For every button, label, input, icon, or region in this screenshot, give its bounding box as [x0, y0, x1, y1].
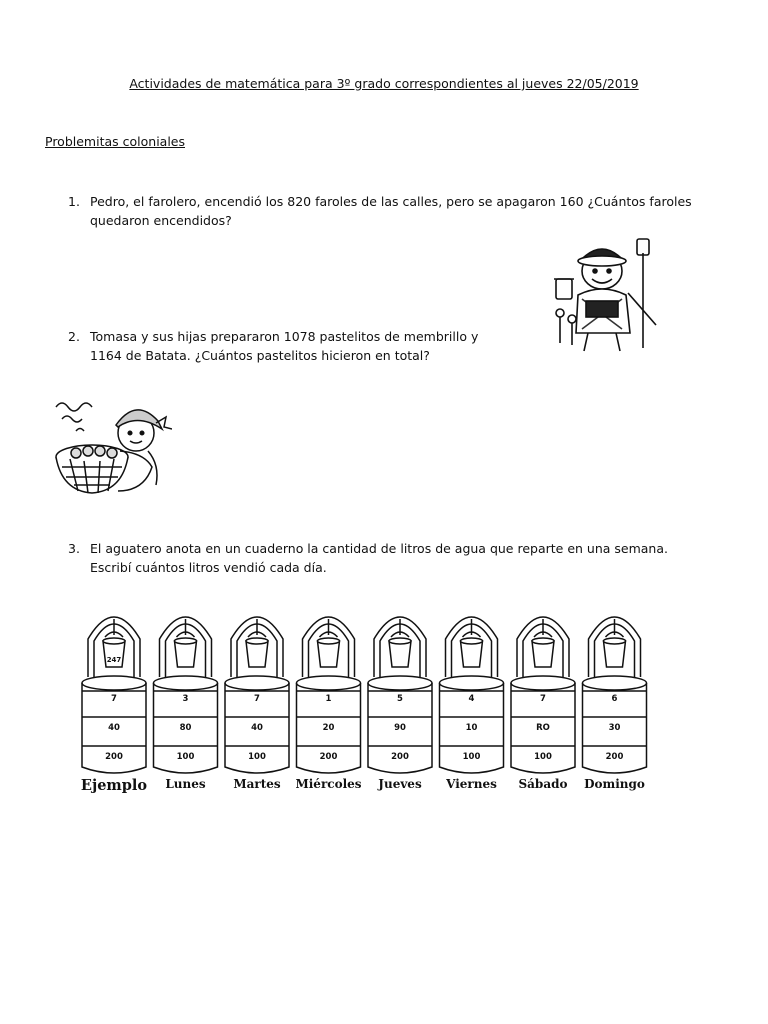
well-day-label: Miércoles	[295, 777, 362, 791]
well-row-value: 100	[462, 752, 481, 762]
well-row-value: 1	[325, 694, 332, 704]
well-row-value: 4	[468, 694, 475, 704]
well-row-value: 30	[608, 723, 621, 733]
well-row-value: 100	[534, 752, 552, 762]
lamplighter-illustration	[548, 233, 666, 355]
problem-number: 1.	[68, 194, 80, 209]
well-row-value: 6	[611, 694, 618, 704]
well-row-value: 7	[540, 694, 546, 704]
well-row-value: 200	[605, 752, 624, 762]
page-title: Actividades de matemática para 3º grado correspondientes al jueves 22/05/2019	[129, 76, 639, 91]
wells-worksheet	[78, 605, 658, 805]
bucket-value: 247	[106, 656, 122, 664]
well-row-value: RO	[536, 723, 550, 733]
well-row-value: 90	[394, 723, 406, 733]
well-row-value: 5	[397, 694, 403, 704]
well-row-value: 200	[319, 752, 338, 762]
well-row-value: 20	[322, 723, 335, 733]
well-day-label: Martes	[233, 777, 281, 791]
well-row-value: 10	[465, 723, 478, 733]
well-row-value: 40	[251, 723, 263, 733]
problem-text: El aguatero anota en un cuaderno la cantidad de litros de agua que reparte en una semana. Escribí cuántos litros vendió cada día.	[90, 541, 668, 575]
well-day-label: Domingo	[584, 777, 645, 791]
section-subtitle: Problemitas coloniales	[45, 134, 185, 149]
well-day-label: Viernes	[446, 777, 497, 791]
well-row-value: 3	[182, 694, 189, 704]
well-row-value: 200	[391, 752, 409, 762]
well-row-value: 7	[111, 694, 117, 704]
well-day-label: Lunes	[165, 777, 206, 791]
well-day-label: Ejemplo	[80, 777, 148, 794]
well-row-value: 80	[179, 723, 192, 733]
problem-number: 3.	[68, 541, 80, 556]
pastry-vendor-illustration	[48, 395, 172, 505]
well-row-value: 40	[108, 723, 120, 733]
problem-text: Tomasa y sus hijas prepararon 1078 pastelitos de membrillo y 1164 de Batata. ¿Cuántos pastelitos hicieron en total?	[90, 329, 479, 363]
well-row-value: 200	[105, 752, 123, 762]
well-row-value: 100	[176, 752, 195, 762]
well-row-value: 100	[248, 752, 266, 762]
well-row-value: 7	[254, 694, 260, 704]
problem-text: Pedro, el farolero, encendió los 820 faroles de las calles, pero se apagaron 160 ¿Cuántos faroles quedaron encendidos?	[90, 194, 692, 228]
well-day-label: Jueves	[378, 777, 422, 791]
well-day-label: Sábado	[518, 777, 568, 791]
problem-number: 2.	[68, 329, 80, 344]
